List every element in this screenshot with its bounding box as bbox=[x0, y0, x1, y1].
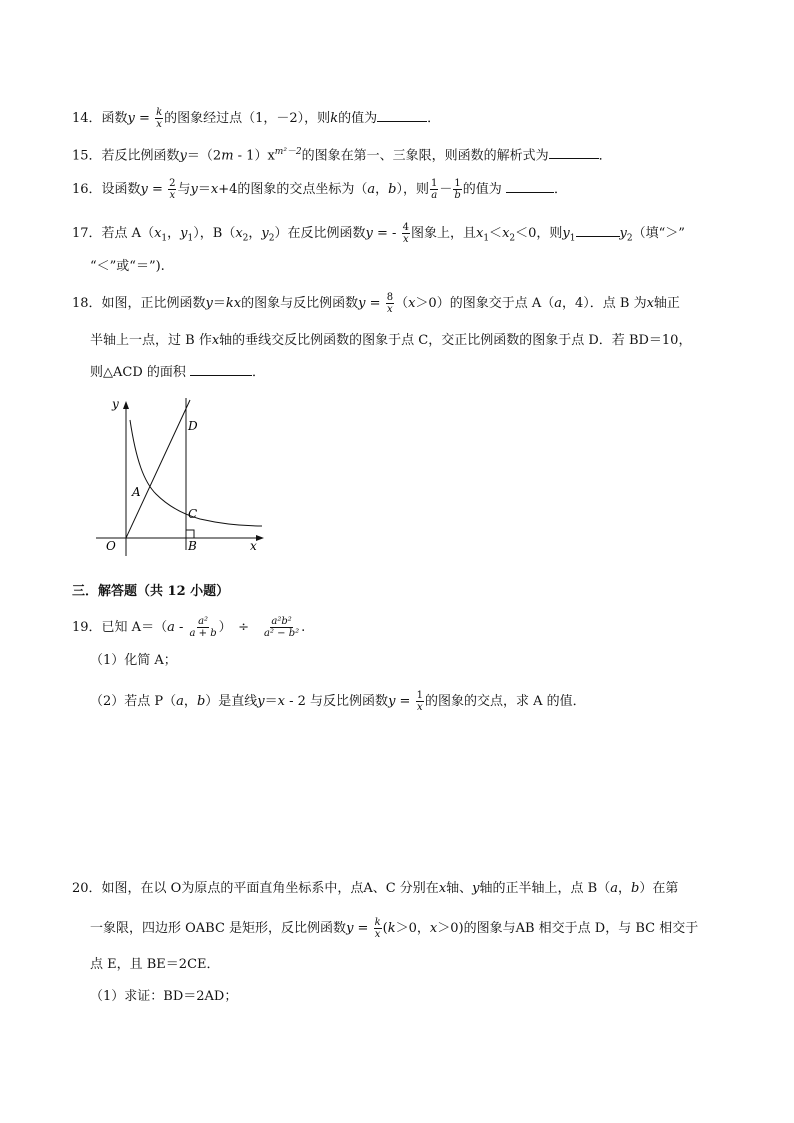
proportional-line bbox=[126, 400, 190, 538]
fraction: $\frac{4}{x}$ bbox=[402, 222, 409, 245]
x-axis-arrow bbox=[256, 535, 264, 541]
section-heading: 三．解答题（共 12 小题） bbox=[72, 584, 230, 599]
fraction: $\frac{1}{b}$ bbox=[454, 178, 461, 201]
function-graph-figure bbox=[92, 390, 272, 560]
question-18-line3: 则△ACD 的面积 ． bbox=[90, 365, 266, 380]
answer-blank[interactable] bbox=[549, 146, 599, 159]
answer-blank[interactable] bbox=[506, 180, 554, 193]
question-19: 19．已知 A＝（a - $\frac{\text{a²}}{a + b}$ ） ÷ $\frac{\text{a²b²}}{\text{a² − b²}}$ . bbox=[72, 616, 306, 639]
fraction: $\frac{1}{a}$ bbox=[430, 178, 438, 201]
right-angle-mark bbox=[186, 530, 194, 538]
question-20-line3: 点 E，且 BE＝2CE． bbox=[90, 957, 220, 972]
question-17: 17．若点 $A(x_1$，$y_1$），$B(x_2$，$y_2$）在反比例函数y = - $\frac{4}{x}$ 图象上，且$x_1<x_2<0$，则$y_1$ $y_2$（填“＞” bbox=[72, 222, 685, 245]
answer-blank[interactable] bbox=[190, 363, 252, 376]
fraction: $\frac{k}{x}$ bbox=[374, 917, 381, 940]
question-20: 20．如图，在以 O为原点的平面直角坐标系中，点A、C 分别在x轴、y轴的正半轴上，点 B（a，b）在第 bbox=[72, 881, 679, 896]
fraction: $\frac{2}{x}$ bbox=[169, 178, 176, 201]
fraction: $\frac{k}{x}$ bbox=[156, 107, 163, 130]
question-19-part1: （1）化简 A； bbox=[90, 653, 177, 668]
point-b-label: B bbox=[188, 539, 197, 553]
origin-label: O bbox=[106, 539, 116, 553]
point-d-label: D bbox=[188, 419, 198, 433]
question-15: 15．若反比例函数$y=(2m - 1)x^{m^2-2}$的图象在第一、三象限，则函数的解析式为 ． bbox=[72, 147, 612, 164]
question-19-part2: （2）若点 P（a，b）是直线y＝x - 2 与反比例函数y = $\frac{1}{x}$ 的图象的交点，求 A 的值． bbox=[90, 690, 586, 713]
fraction: $\frac{\text{a²b²}}{\text{a² − b²}}$ bbox=[264, 616, 300, 639]
y-axis-label: y bbox=[112, 397, 119, 411]
point-a-label: A bbox=[132, 485, 141, 499]
question-18-line2: 半轴上一点，过 B 作x轴的垂线交反比例函数的图象于点 C，交正比例函数的图象于点 D．若 BD＝10， bbox=[90, 333, 692, 348]
question-20-line2: 一象限，四边形 OABC 是矩形，反比例函数y = $\frac{k}{x}$ (k＞0，x＞0)的图象与AB 相交于点 D，与 BC 相交于 bbox=[90, 917, 699, 940]
fraction: $\frac{\text{a²}}{a + b}$ bbox=[189, 616, 217, 639]
answer-blank[interactable] bbox=[576, 224, 620, 237]
fraction: $\frac{8}{x}$ bbox=[386, 292, 394, 315]
question-20-part1: （1）求证：BD＝2AD； bbox=[90, 989, 238, 1004]
y-axis-arrow bbox=[123, 401, 129, 409]
fraction: $\frac{1}{x}$ bbox=[416, 690, 423, 713]
point-c-label: C bbox=[188, 507, 198, 521]
question-14: 14．函数y = $\frac{k}{x}$ 的图象经过点（1，－2），则k的值为 ． bbox=[72, 107, 441, 130]
answer-blank[interactable] bbox=[377, 109, 427, 122]
question-18: 18．如图，正比例函数y＝kx的图象与反比例函数y = $\frac{8}{x}$ （x＞0）的图象交于点 A（a，4）．点 B 为x轴正 bbox=[72, 292, 680, 315]
question-16: 16．设函数y = $\frac{2}{x}$ 与y＝x+4的图象的交点坐标为（a，b），则 $\frac{1}{a}$ － $\frac{1}{b}$ 的值为 ． bbox=[72, 178, 567, 201]
x-axis-label: x bbox=[250, 539, 257, 553]
question-17-line2: “＜”或“＝”). bbox=[90, 259, 165, 274]
